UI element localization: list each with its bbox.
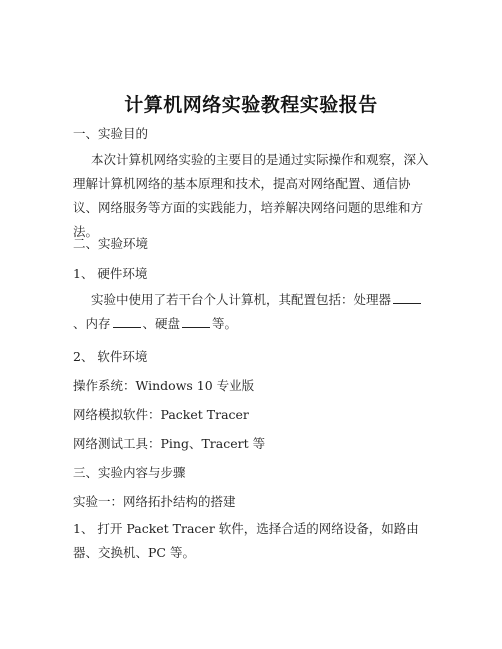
- hardware-text-part2: 、内存: [73, 316, 111, 331]
- purpose-text: 本次计算机网络实验的主要目的是通过实际操作和观察，深入理解计算机网络的基本原理和技术，提高对网络配置、通信协议、网络服务等方面的实践能力，培养解决网络问题的思维和方法。: [73, 152, 429, 239]
- os-line: 操作系统：Windows 10 专业版: [73, 378, 255, 393]
- cpu-blank-line: [393, 302, 421, 304]
- memory-blank-line: [113, 326, 141, 328]
- experiment1-heading: 实验一：网络拓扑结构的搭建: [73, 494, 236, 509]
- hardware-text-part3: 、硬盘: [142, 316, 181, 331]
- section-heading-environment: 二、实验环境: [73, 236, 149, 251]
- experiment1-step1: 1、 打开 Packet Tracer 软件，选择合适的网络设备，如路由器、交换机、PC 等。: [73, 521, 419, 560]
- hardware-text-part1: 实验中使用了若干台个人计算机，其配置包括：处理器: [91, 292, 392, 307]
- disk-blank-line: [182, 326, 210, 328]
- hardware-paragraph: [73, 288, 431, 336]
- software-heading: 2、 软件环境: [73, 349, 148, 364]
- purpose-paragraph: [73, 148, 431, 244]
- section-heading-purpose: 一、实验目的: [73, 126, 149, 141]
- document-title: 计算机网络实验教程实验报告: [124, 94, 378, 116]
- hardware-text-part4: 等。: [212, 316, 238, 331]
- test-tools-line: 网络测试工具：Ping、Tracert 等: [73, 436, 266, 451]
- simulator-line: 网络模拟软件：Packet Tracer: [73, 407, 249, 422]
- section-heading-content: 三、实验内容与步骤: [73, 465, 186, 480]
- hardware-heading: 1、 硬件环境: [73, 266, 148, 281]
